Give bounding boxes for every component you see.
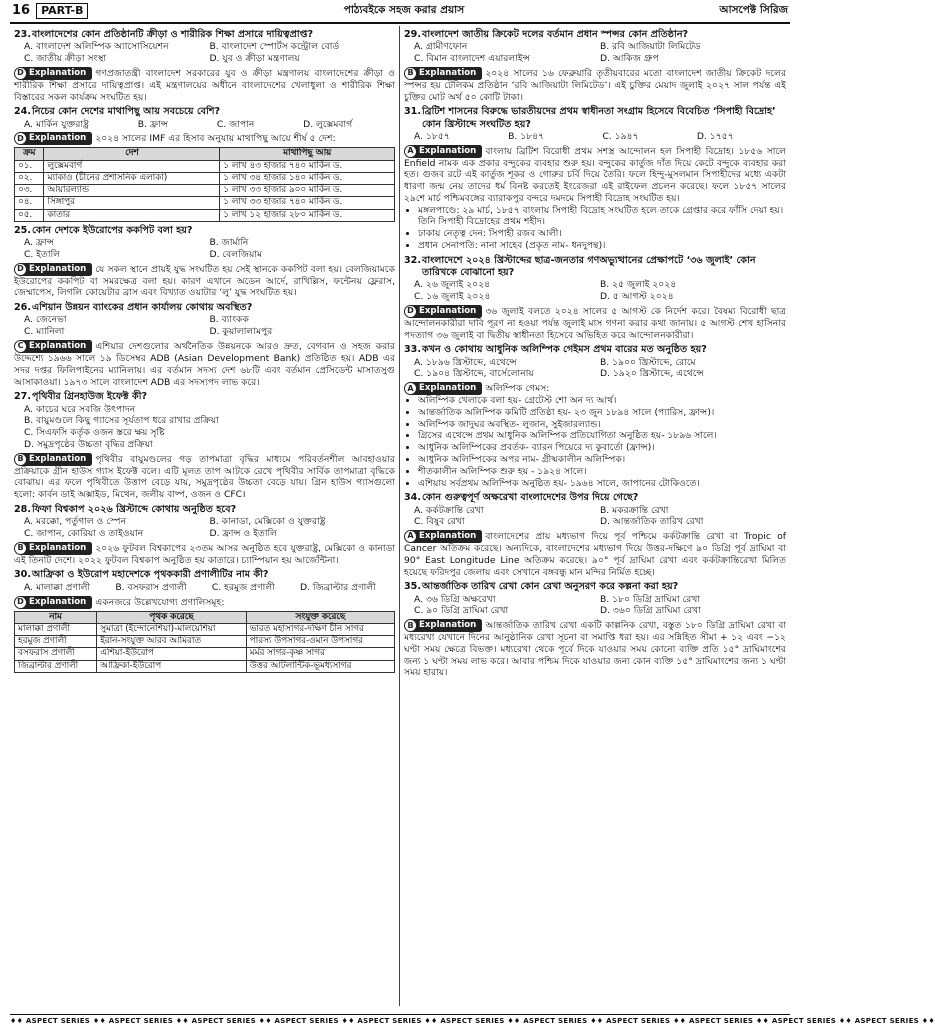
option-a: A. ৩৬ ডিগ্রি অক্ষরেখা [414, 593, 496, 605]
list-item: • অলিম্পিক জাদুঘর অবস্থিত- লুজান, সুইজারল্যান্ড। [418, 419, 786, 431]
table-cell: পারস্য উপসাগর-ওমান উপসাগর [246, 636, 394, 648]
explanation-badge [14, 132, 92, 145]
explanation-badge [404, 145, 482, 158]
question-26 [14, 302, 395, 388]
table-header: সংযুক্ত করেছে [246, 611, 394, 623]
question-title [404, 344, 786, 356]
option-b: B. ২৫ জুলাই ২০২৪ [600, 279, 677, 291]
option-b: B. রবি আজিয়াটা লিমিটেড [600, 41, 701, 53]
explanation-badge [14, 67, 92, 80]
option-c: C. ১৯৪৭ [602, 130, 639, 142]
question-title [14, 29, 395, 41]
table-cell: মর্মর সাগর-কৃষ্ণ সাগর [246, 648, 394, 660]
explanation-badge [14, 542, 92, 555]
question-title [14, 106, 395, 118]
option-d: D. ৫ আগস্ট ২০২৪ [600, 291, 674, 303]
question-title [404, 492, 786, 504]
question-32 [404, 255, 786, 342]
info-table [14, 147, 395, 222]
option-b: B. কানাডা, মেক্সিকো ও যুক্তরাষ্ট্র [209, 516, 326, 528]
explanation-text: ২০২৪ সালের ১৬ ফেব্রুয়ারি তৃতীয়বারের মতো বাংলাদেশ জাতীয় ক্রিকেট দলের স্পন্সর হয় টেলিকম প্রতিষ্ঠান ‘রবি আজিয়াটা লিমিটেড’। এই চুক্তির মেয়াদ জুলাই ২০২৭ সাল পর্যন্ত এই চুক্তির মোট অর্থ ৫০ কোটি টাকা। [404, 67, 786, 103]
page-number: 16 [12, 2, 31, 18]
explanation-label: Explanation [419, 145, 477, 156]
explanation-badge [404, 382, 482, 395]
explanation-text: গণপ্রজাতন্ত্রী বাংলাদেশ সরকারের যুব ও ক্রীড়া মন্ত্রণালয় বাংলাদেশের ক্রীড়া ও শারীরিক শিক্ষা প্রসারে দায়িত্বপ্রাপ্ত। এই মন্ত্রণালয়ের অধীনে বাংলাদেশের খেলাধুলা ও শারীরিক শিক্ষা বিস্তারের সকল কার্যক্রম সংঘটিত হয়। [14, 67, 395, 103]
table-cell: উত্তর আটলান্টিক-ভূমধ্যসাগর [246, 660, 394, 672]
explanation-text: ২০২৪ সালের IMF এর হিসাব অনুযায় মাথাপিছু আয়ে শীর্ষ ৫ দেশ: [95, 133, 336, 145]
answer-letter: B [15, 543, 26, 554]
option-c: C. ম্যানিলা [24, 326, 65, 338]
table-cell: হরমুজ প্রণালী [15, 636, 97, 648]
explanation-label: Explanation [29, 453, 87, 464]
explanation-text: যে সকল স্থানে প্রায়ই যুদ্ধ সংঘটিত হয় সেই স্থানকে ককপিট বলা হয়। বেলজিয়ামকে ইউরোপের ককপিট বা সমরক্ষেত্র বলা হয়। কারণ এখানে অডেন আর্দে, রাখিল্লিস, ফন্টেনয় ফ্লেরাস, জেম্মাপেস, লিগলি কোয়েটার ব্রাস এবং বিখ্যাত ওয়াটার ‘লু’ যুদ্ধ সংঘটিত হয়। [14, 263, 395, 299]
explanation-badge [14, 263, 92, 276]
question-title [404, 106, 786, 131]
answer-letter: B [405, 68, 416, 79]
option-b: B. বসফরাস প্রণালী [115, 581, 187, 593]
explanation-text: আন্তর্জাতিক তারিখ রেখা একটি কাল্পনিক রেখা, বস্তুত ১৮০ ডিগ্রি দ্রাঘিমা রেখা বা মধ্যরেখা যেখানে দিনের আনুষ্ঠানিক রেখা সূচনা বা সমাপ্তি ধরা হয়। এর সন্নিহিত সীমা + ১২ এবং −১২ ঘণ্টা সময় ক্ষেত্রে বিভক্ত। মধ্যরেখা থেকে পূর্বে দিকে যাওয়ার সময় কোনো ব্যক্তি প্রতি ১৫° দ্রাঘিমাংশের জন্য ১ ঘণ্টা সময় লাভ করে। আবার পশ্চিম দিকে যাওয়ার জন্য কোন ব্যক্তি ১৫° দ্রাঘিমাংশের জন্য ১ ঘণ্টা সময় হারায়। [404, 620, 786, 679]
question-text: এশিয়ান উন্নয়ন ব্যাংকের প্রধান কার্যালয় কোথায় অবস্থিত? [32, 302, 253, 314]
question-text: ব্রিটিশ শাসনের বিরুদ্ধে ভারতীয়দের প্রথম স্বাধীনতা সংগ্রাম হিসেবে বিবেচিত ‘সিপাহী বিদ্রোহ’ কোন খ্রিস্টাব্দে সংঘটিত হয়? [422, 106, 776, 130]
bullet-list [404, 205, 786, 252]
explanation [404, 619, 786, 679]
table-cell: ভারত মহাসাগর-দক্ষিণ চীন সাগর [246, 623, 394, 635]
table-cell: ম্যাকাও (চীনের প্রশাসনিক এলাকা) [44, 172, 220, 184]
question-number: 24. [14, 106, 31, 118]
option-a: A. ২৬ জুলাই ২০২৪ [414, 279, 491, 291]
explanation [14, 453, 395, 501]
question-text: কোন গুরুত্বপূর্ণ অক্ষরেখা বাংলাদেশের উপর দিয়ে গেছে? [422, 492, 639, 504]
table-cell: আফ্রিকা-ইউরোপ [97, 660, 247, 672]
option-b: B. ১৯০০ খ্রিস্টাব্দে, রোমে [600, 356, 696, 368]
explanation-badge [404, 67, 482, 80]
answer-letter: C [15, 341, 26, 352]
options [404, 594, 786, 618]
table-cell: আয়ারল্যান্ড [44, 185, 220, 197]
part-label: PART-B [36, 3, 88, 19]
list-item: • মঙ্গলপাণ্ডে: ২৯ মার্চ, ১৮৫৭ বাংলায় সিপাহী বিদ্রোহ সংঘটিত হলে তাকে গ্রেপ্তার করে ফাঁসি দেয়া হয়। তিনি সিপাহী বিদ্রোহের প্রথম শহীদ। [418, 205, 786, 229]
option-a: A. জেনেভা [24, 314, 67, 326]
answer-letter: D [405, 306, 416, 317]
question-number: 34. [404, 492, 421, 504]
option-c: C. জাতীয় ক্রীড়া সংস্থা [24, 53, 107, 65]
question-title [14, 302, 395, 314]
series-name: আসপেক্ট সিরিজ [719, 4, 788, 17]
table-cell: ১ লাখ ৩৩ হাজার ৯০০ মার্কিন ড. [220, 185, 395, 197]
explanation-badge [404, 305, 482, 318]
question-text: বাংলাদেশের কোন প্রতিষ্ঠানটি ক্রীড়া ও শারীরিক শিক্ষা প্রসারে দায়িত্বপ্রাপ্ত? [32, 29, 314, 40]
answer-letter: A [405, 146, 416, 157]
options [404, 279, 786, 303]
option-a: A. মালাক্কা প্রণালী [24, 581, 91, 593]
option-a: A. কাচের ঘরে সবজি উৎপাদন [24, 403, 136, 415]
table-cell: এশিয়া-ইউরোপ [97, 648, 247, 660]
option-b: B. বায়ুমণ্ডলে কিছু গ্যাসের সূর্যতাপ ধরে রাখার প্রক্রিয়া [24, 415, 219, 427]
option-a: A. ফ্রান্স [24, 237, 55, 249]
option-c: C. ১৬ জুলাই ২০২৪ [414, 291, 491, 303]
question-35 [404, 581, 786, 679]
option-d: D. কুয়ালালামপুর [209, 326, 273, 338]
table-row [15, 209, 395, 221]
table-cell: কাতার [44, 209, 220, 221]
question-title [404, 255, 786, 280]
option-d: D. ফ্রান্স ও ইতালি [209, 527, 278, 539]
question-25 [14, 225, 395, 299]
option-d: D. বেলজিয়াম [209, 248, 263, 260]
table-row [15, 623, 395, 635]
question-33 [404, 344, 786, 489]
question-text: নিচের কোন দেশের মাথাপিছু আয় সবচেয়ে বেশি? [32, 106, 221, 118]
question-text: আফ্রিকা ও ইউরোপ মহাদেশকে পৃথককারী প্রণালীটির নাম কী? [32, 569, 269, 581]
explanation [14, 542, 395, 567]
option-d: D. আন্তর্জাতিক তারিখ রেখা [600, 516, 704, 528]
table-row [15, 160, 395, 172]
bullet-list [404, 395, 786, 489]
explanation [14, 340, 395, 388]
explanation-label: Explanation [29, 133, 87, 144]
options [14, 314, 395, 338]
table-cell: বসফরাস প্রণালী [15, 648, 97, 660]
option-b: B. জার্মানি [209, 237, 249, 249]
question-text: কখন ও কোথায় আধুনিক অলিম্পিক গেইমস প্রথম বারের মত অনুষ্ঠিত হয়? [422, 344, 707, 356]
right-column [400, 26, 790, 1006]
option-a: A. গ্রামীণফোন [414, 41, 468, 53]
list-item: • শীতকালীন অলিম্পিক শুরু হয় - ১৯২৪ সালে। [418, 466, 786, 478]
list-item: • প্রধান সেনাপতি: নানা সাহেব (প্রকৃত নাম- ধনদুপন্থ)। [418, 240, 786, 252]
table-row [15, 197, 395, 209]
option-a: A. মরক্কো, পর্তুগাল ও স্পেন [24, 516, 127, 528]
list-item: • অলিম্পিক খেলাকে বলা হয়- গ্রেটেস্ট শো অন দ্য আর্থ। [418, 395, 786, 407]
answer-letter: D [15, 597, 26, 608]
table-cell: ০৪. [15, 197, 44, 209]
table-header: মাথাপিছু আয় [220, 148, 395, 160]
list-item: • আন্তর্জাতিক অলিম্পিক কমিটি প্রতিষ্ঠা হয়- ২৩ জুন ১৮৯৪ সালে (প্যারিস, ফ্রান্স)। [418, 407, 786, 419]
question-text: আন্তর্জাতিক তারিখ রেখা কোন রেখা অনুসরণ করে কল্পনা করা হয়? [422, 581, 679, 593]
option-b: B. ১৮০ ডিগ্রি দ্রাঘিমা রেখা [600, 593, 701, 605]
explanation-text: একনজরে উল্লেখযোগ্য প্রণালিসমূহ: [95, 596, 225, 608]
option-b: B. বাংলাদেশ স্পোর্টস কন্ট্রোল বোর্ড [209, 41, 340, 53]
option-a: A. কর্কটক্রান্তি রেখা [414, 504, 484, 516]
explanation [404, 145, 786, 205]
option-a: A. বাংলাদেশ অলিম্পিক অ্যাসোসিয়েশন [24, 41, 169, 53]
question-number: 30. [14, 569, 31, 581]
option-c: C. জাপান, কোরিয়া ও তাইওয়ান [24, 527, 144, 539]
question-title [14, 569, 395, 581]
question-23 [14, 29, 395, 103]
question-number: 29. [404, 29, 421, 40]
table-cell: ০৫. [15, 209, 44, 221]
answer-letter: A [405, 531, 416, 542]
question-27 [14, 391, 395, 501]
table-row [15, 172, 395, 184]
list-item: • এশিয়ায় সর্বপ্রথম অলিম্পিক অনুষ্ঠিত হয়- ১৯৬৪ সালে, জাপানের টোকিওতে। [418, 478, 786, 490]
option-a: A. মার্কিন যুক্তরাষ্ট্র [24, 118, 89, 130]
question-28 [14, 504, 395, 567]
explanation [404, 530, 786, 578]
option-a: A. ১৮৯৬ খ্রিস্টাব্দে, এথেন্সে [414, 356, 517, 368]
question-number: 26. [14, 302, 31, 314]
question-number: 31. [404, 106, 421, 118]
info-table [14, 611, 395, 673]
explanation-text: পৃথিবীর বায়ুমণ্ডলের গড় তাপমাত্রা বৃদ্ধির মাধ্যমে পরিবর্তনশীল আবহাওয়ার প্রক্রিয়াকে গ্রীন হাউস গ্যাস ইফেক্ট বলে। এটি মূলত তাপ আটকে রেখে পৃথিবীর সার্বিক তাপমাত্রা বৃদ্ধিকে বোঝায়। এর ফলে পৃথিবীতে উত্তাপ বেড়ে যায়, সমুদ্রপৃষ্ঠের উচ্চতা বেড়ে যায়। গ্রিন হাউস গ্যাসগুলো হলো: কার্বন ডাই অক্সাইড, মিথেন, জলীয় বাষ্প, ওজন ও CFC। [14, 453, 395, 501]
table-header: নাম [15, 611, 97, 623]
question-text: ফিফা বিশ্বকাপ ২০২৬ খ্রিস্টাব্দে কোথায় অনুষ্ঠিত হবে? [32, 503, 237, 515]
question-title [404, 29, 786, 41]
option-d: D. ১৭৫৭ [696, 130, 734, 142]
question-number: 23. [14, 29, 31, 40]
explanation [14, 596, 395, 609]
option-c: C. জাপান [216, 118, 255, 130]
explanation-label: Explanation [29, 340, 87, 351]
list-item: • আধুনিক অলিম্পিকের অপর নাম- গ্রীষ্মকালীন অলিম্পিক। [418, 454, 786, 466]
explanation-badge [14, 340, 92, 353]
question-title [404, 581, 786, 593]
option-d: D. লুক্সেমবার্গ [303, 118, 353, 130]
explanation-badge [404, 530, 482, 543]
question-31 [404, 106, 786, 251]
option-d: D. যুব ও ক্রীড়া মন্ত্রণালয় [209, 53, 300, 65]
table-row [15, 660, 395, 672]
table-cell: সুমাত্রা (ইন্দোনেশিয়া)-মালয়েশিয়া [97, 623, 247, 635]
question-title [14, 504, 395, 516]
explanation-text: এশিয়ার দেশগুলোর অর্থনৈতিক উন্নয়নকে আরও দ্রুত, বেগবান ও সহজ করার উদ্দেশ্যে ১৯৬৬ সালে ১৯ ডিসেম্বর ADB (Asian Development Bank) প্রতিষ্ঠিত হয়। ADB এর সদর দপ্তর ফিলিপাইনের ম্যানিলায়। এর বর্তমান সদস্য দেশ ৬৮টি এবং বর্তমান প্রেসিডেন্ট মাসাতসুগু আসাকাওয়া। ১৯৭৩ সালে বাংলাদেশ ADB এর সদস্যপদ লাভ করে। [14, 340, 395, 388]
answer-letter: D [15, 133, 26, 144]
table-header: পৃথক করেছে [97, 611, 247, 623]
table-row [15, 636, 395, 648]
list-item: • আধুনিক অলিম্পিকের প্রবর্তক- ব্যারন পিয়েরে দ্য কুবার্তো (ফ্রান্স)। [418, 442, 786, 454]
table-cell: ১ লাখ ৪৩ হাজার ৭৪০ মার্কিন ড. [220, 160, 395, 172]
question-text: বাংলাদেশ জাতীয় ক্রিকেট দলের বর্তমান প্রধান স্পন্সর কোন প্রতিষ্ঠান? [422, 29, 689, 40]
content-columns [10, 26, 790, 1006]
explanation [404, 382, 786, 395]
explanation-text: অলিম্পিক গেমস: [485, 383, 550, 395]
table-row [15, 648, 395, 660]
table-header-row [15, 148, 395, 160]
option-b: B. ব্যাংকক [209, 314, 249, 326]
option-d: D. আকিজ গ্রুপ [600, 53, 659, 65]
question-34 [404, 492, 786, 578]
list-item: • ঢাকায় নেতৃত্ব দেন: সিপাহী রজব আলী। [418, 228, 786, 240]
option-c: C. হরমুজ প্রণালী [211, 581, 275, 593]
option-b: B. ১৮৪৭ [508, 130, 545, 142]
list-item: • গ্রিসের এথেন্সে প্রথম আধুনিক অলিম্পিক প্রতিযোগিতা অনুষ্ঠিত হয়- ১৮৯৬ সালে। [418, 430, 786, 442]
answer-letter: A [405, 383, 416, 394]
table-cell: ১ লাখ ৩৪ হাজার ১৪০ মার্কিন ড. [220, 172, 395, 184]
table-header: ক্রম [15, 148, 44, 160]
question-number: 32. [404, 254, 421, 266]
question-text: কোন দেশকে ইউরোপের ককপিট বলা হয়? [32, 224, 193, 236]
options [404, 41, 786, 65]
left-column [10, 26, 400, 1006]
question-number: 28. [14, 503, 31, 515]
question-text: বাংলাদেশে ২০২৪ খ্রিস্টাব্দের ছাত্র-জনতার গণঅভ্যুত্থানের প্রেক্ষাপটে ‘৩৬ জুলাই’ কোন তারিখকে বোঝানো হয়? [422, 254, 756, 279]
explanation-badge [14, 453, 92, 466]
page-footer: ♦♦ ASPECT SERIES ♦♦ ASPECT SERIES ♦♦ ASPECT SERIES ♦♦ ASPECT SERIES ♦♦ ASPECT SERIES ♦♦ ASPECT SERIES ♦♦ ASPECT SERIES ♦♦ ASPECT SERIES ♦♦ ASPECT SERIES ♦♦ ASPECT SERIES ♦♦ ASPECT SERIES ♦♦ [10, 1014, 790, 1028]
explanation-text: বাংলায় ব্রিটিশ বিরোধী প্রথম সশস্ত্র আন্দোলন হল সিপাহী বিদ্রোহ। ১৮৫৬ সালে Enfield নামক এক প্রকার বন্দুকের ব্যবহার শুরু হয়। বন্দুকের কার্তুজ দাঁত দিয়ে কেটে বন্দুকে ব্যবহার করা হত। গুজব রটে এই কার্তুজ শূকর ও গোরুর চর্বি দিয়ে তৈরি। ফলে হিন্দু-মুসলমান সিপাহীদের মধ্যে একটা ধারণা জন্ম নেয় তাদের ধর্ম বিনষ্ট করতেই ইংরেজরা এই রাইফেল প্রচলন করেছে। ফলে ১৮৫৭ সালের ২৯শে মার্চ পশ্চিমবঙ্গের ব্যারাকপুর বন্দরে দমদমে সিপাহী বিদ্রোহ সংঘটিত হয়। [404, 145, 786, 204]
explanation [14, 263, 395, 300]
explanation-badge [404, 619, 482, 632]
table-header: দেশ [44, 148, 220, 160]
options [14, 582, 395, 594]
option-c: C. ইতালি [24, 248, 61, 260]
answer-letter: B [15, 454, 26, 465]
options [404, 131, 786, 143]
explanation [404, 305, 786, 342]
question-number: 27. [14, 391, 31, 403]
explanation-label: Explanation [419, 383, 477, 394]
table-cell: সিঙ্গাপুর [44, 197, 220, 209]
header-tagline: পাঠ্যবইকে সহজ করার প্রয়াস [343, 4, 465, 17]
question-number: 25. [14, 224, 31, 236]
question-29 [404, 29, 786, 103]
question-number: 33. [404, 344, 421, 356]
option-c: C. ১৯০৪ খ্রিস্টাব্দে, বার্সেলোনায় [414, 368, 534, 380]
header-left [12, 3, 88, 20]
explanation-text: বাংলাদেশের প্রায় মধ্যভাগ দিয়ে পূর্ব পশ্চিমে কর্কটক্রান্তি রেখা বা Tropic of Cancer অতিক্রম করেছে। অন্যদিকে, বাংলাদেশের মধ্যভাগ দিয়ে উত্তর-দক্ষিণে ৯০ ডিগ্রি পূর্ব দ্রাঘিমা বা 90° East Longitude Line অতিক্রম করেছে। ৯০° পূর্ব দ্রাঘিমা রেখা এবং কর্কটক্রান্তিরেখা মিলিত হয়েছে ফরিদপুর জেলায় এবং সেখানে বঙ্গবন্ধু মান মন্দির নির্মিত হচ্ছে। [404, 531, 786, 578]
option-c: C. বিমান বাংলাদেশ এয়ারলাইন্স [414, 53, 530, 65]
options [14, 516, 395, 540]
explanation-label: Explanation [419, 67, 477, 78]
table-cell: ০২. [15, 172, 44, 184]
explanation-label: Explanation [419, 305, 477, 316]
explanation-badge [14, 596, 92, 609]
options [14, 404, 395, 451]
explanation [404, 67, 786, 104]
question-title [14, 225, 395, 237]
table-cell: ১ লাখ ১২ হাজার ২৮০ মার্কিন ড. [220, 209, 395, 221]
table-cell: ০১. [15, 160, 44, 172]
options [404, 357, 786, 381]
table-cell: লুক্সেমবার্গ [44, 160, 220, 172]
options [14, 119, 395, 131]
question-title [14, 391, 395, 403]
answer-letter: D [15, 264, 26, 275]
options [404, 505, 786, 529]
explanation [14, 67, 395, 104]
question-30 [14, 569, 395, 672]
table-cell: মালাক্কা প্রণালী [15, 623, 97, 635]
option-d: D. ১৯২০ খ্রিস্টাব্দে, এথেন্সে [600, 368, 704, 380]
option-c: C. সিএফসি কর্তৃক ওজন স্তরে ক্ষয় সৃষ্টি [24, 427, 165, 439]
explanation-label: Explanation [29, 67, 87, 78]
option-d: D. ৩৬০ ডিগ্রি দ্রাঘিমা রেখা [600, 605, 701, 617]
table-header-row [15, 611, 395, 623]
explanation-label: Explanation [29, 596, 87, 607]
options [14, 237, 395, 261]
explanation-text: ৩৬ জুলাই বলতে ২০২৪ সালের ৫ আগস্ট কে নির্দেশ করে। বৈষম্য বিরোধী ছাত্র আন্দোলনকারীরা দাবি পূরণ না হওয়া পর্যন্ত জুলাই মাস গণনা করার কথা জানায়। ৫ আগস্ট শেখ হাসিনার পদত্যাগ ৩৬ জুলাই বা দ্বিতীয় স্বাধীনতা হিসেবে অভিহিত করে আন্দোলনকারীরা। [404, 305, 786, 341]
table-cell: ১ লাখ ৩৩ হাজার ৭৪০ মার্কিন ড. [220, 197, 395, 209]
option-d: D. জিব্রাল্টার প্রণালী [300, 581, 376, 593]
option-a: A. ১৮৫৭ [414, 130, 450, 142]
answer-letter: B [405, 620, 416, 631]
question-24 [14, 106, 395, 222]
explanation-label: Explanation [29, 542, 87, 553]
answer-letter: D [15, 68, 26, 79]
table-cell: ০৩. [15, 185, 44, 197]
option-d: D. সমুদ্রপৃষ্ঠের উচ্চতা বৃদ্ধির প্রক্রিয়া [24, 438, 153, 450]
option-b: B. ফ্রান্স [137, 118, 169, 130]
question-text: পৃথিবীর গ্রিনহাউজ ইফেক্ট কী? [32, 391, 148, 403]
table-row [15, 185, 395, 197]
options [14, 41, 395, 65]
option-c: C. বিষুব রেখা [414, 516, 465, 528]
explanation [14, 132, 395, 145]
header-divider [10, 22, 790, 24]
page-header [0, 0, 800, 22]
explanation-label: Explanation [419, 620, 477, 631]
option-c: C. ৯০ ডিগ্রি দ্রাঘিমা রেখা [414, 605, 509, 617]
explanation-label: Explanation [29, 263, 87, 274]
question-number: 35. [404, 581, 421, 593]
option-b: B. মকরক্রান্তি রেখা [600, 504, 669, 516]
table-cell: জিব্রাল্টার প্রণালী [15, 660, 97, 672]
explanation-text: ২০২৬ ফুটবল বিশ্বকাপের ২৩তম আসর অনুষ্ঠিত হবে যুক্তরাষ্ট্র, মেক্সিকো ও কানাডা এই তিনটি দেশে। ২০২২ ফুটবল বিশ্বকাপ অনুষ্ঠিত হয় কাতারে। চ্যাম্পিয়ান হয় আর্জেন্টিনা। [14, 542, 395, 566]
table-cell: ইরান-সংযুক্ত আরব আমিরাত [97, 636, 247, 648]
explanation-label: Explanation [419, 531, 477, 542]
